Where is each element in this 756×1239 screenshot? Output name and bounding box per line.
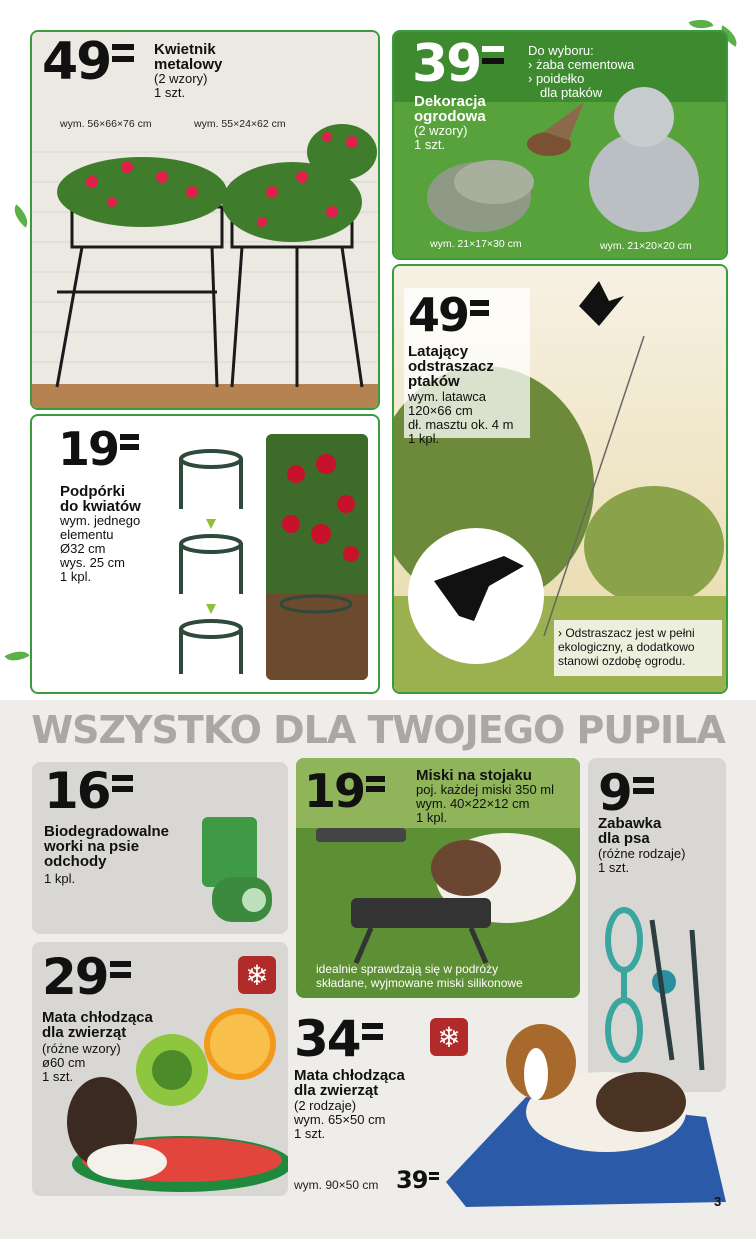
kwietnik-card[interactable] [30,30,380,410]
mata2-photo [436,1002,726,1210]
mata2-alt-price: 39 [396,1168,439,1192]
podporki-desc: wym. jednego elementu Ø32 cm wys. 25 cm 1 kpl. [60,513,141,584]
mata2-price: 34 [294,1014,383,1064]
mata2-alt-size: wym. 90×50 cm [294,1178,379,1192]
dekoracja-card[interactable] [392,30,728,260]
kwietnik-dim2: wym. 55×24×62 cm [194,118,286,130]
latawiec-note: › Odstraszacz jest w pełni ekologiczny, a dodatkowo stanowi ozdobę ogrodu. [558,626,695,668]
kwietnik-price: 49 [42,36,134,88]
podporki-photo [266,434,368,680]
section-headline: WSZYSTKO DLA TWOJEGO PUPILA [31,708,725,752]
miski-price: 19 [304,768,385,814]
dekoracja-choices: Do wyboru: › żaba cementowa › poidełko dla ptaków [528,43,635,100]
kwietnik-desc: (2 wzory) 1 szt. [154,71,208,100]
worki-qty: 1 kpl. [44,871,76,886]
dekoracja-dim1: wym. 21×17×30 cm [430,238,522,250]
podporki-title: Podpórki do kwiatów [60,483,141,515]
dekoracja-price: 39 [412,38,504,90]
worki-title: Biodegradowalne worki na psie odchody [44,823,170,870]
leaf-decoration [4,645,29,666]
snowflake-icon: ❄ [430,1018,468,1056]
kwietnik-title: Kwietnik metalowy [154,41,223,73]
kwietnik-dim1: wym. 56×66×76 cm [60,118,152,130]
latawiec-price: 49 [408,292,489,338]
worki-price: 16 [44,766,133,816]
mata1-desc: (różne wzory) ø60 cm 1 szt. [42,1041,121,1084]
page-number: 3 [714,1194,722,1209]
miski-note: idealnie sprawdzają się w podróży składane, wyjmowane miski silikonowe [316,962,523,990]
podporki-card[interactable] [30,414,380,694]
latawiec-desc: wym. latawca 120×66 cm dł. masztu ok. 4 m 1 kpl. [408,389,514,446]
latawiec-card[interactable] [392,264,728,694]
miski-desc: poj. każdej miski 350 ml wym. 40×22×12 cm 1 kpl. [416,782,554,825]
mata1-title: Mata chłodząca dla zwierząt [42,1009,153,1041]
mata1-card[interactable] [32,942,288,1196]
zabawka-price: 9 [598,768,654,818]
miski-card[interactable] [296,758,580,998]
snowflake-icon: ❄ [238,956,276,994]
podporki-rings [166,434,256,684]
miski-title: Miski na stojaku [416,767,532,784]
dekoracja-desc: (2 wzory) 1 szt. [414,123,468,152]
latawiec-title: Latający odstraszacz ptaków [408,343,494,390]
mata1-price: 29 [42,952,131,1002]
podporki-price: 19 [58,426,139,472]
zabawka-desc: (różne rodzaje) 1 szt. [598,846,686,875]
mata2-desc: (2 rodzaje) wym. 65×50 cm 1 szt. [294,1098,386,1141]
mata2-title: Mata chłodząca dla zwierząt [294,1067,405,1099]
worki-card[interactable] [32,762,288,934]
zabawka-title: Zabawka dla psa [598,815,662,847]
worki-photo [192,812,282,932]
mata1-photo [32,942,288,1196]
dekoracja-dim2: wym. 21×20×20 cm [600,240,692,252]
dekoracja-title: Dekoracja ogrodowa [414,93,486,125]
mata2-card[interactable] [290,1002,726,1210]
